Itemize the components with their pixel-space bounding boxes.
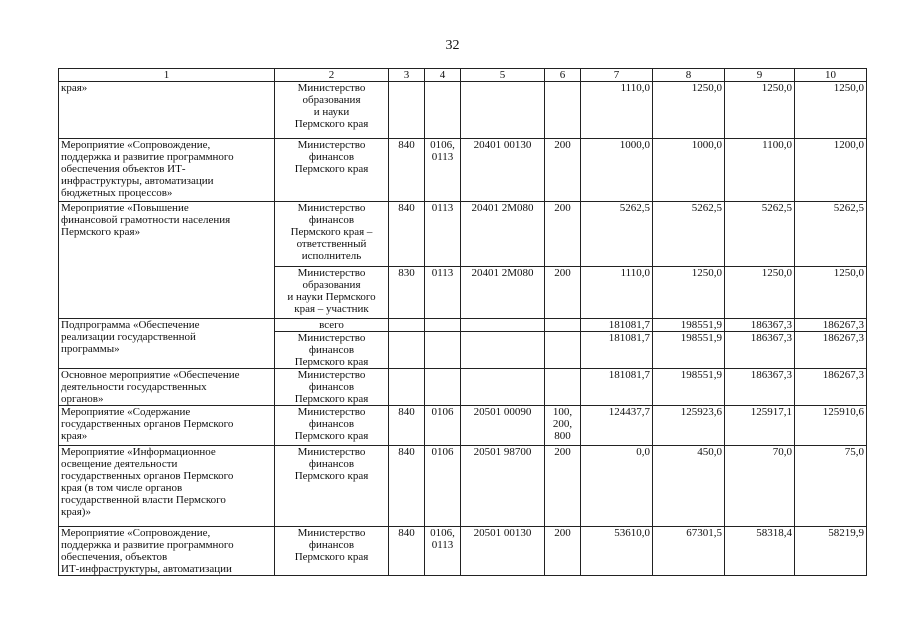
table-header-row xyxy=(59,69,867,82)
budget-table xyxy=(58,68,867,576)
value-col10: 5262,5 xyxy=(795,202,867,267)
table-row xyxy=(59,527,867,576)
ministry-code: 840 xyxy=(389,527,425,576)
value-col10: 1250,0 xyxy=(795,82,867,139)
expense-type: 100, 200, 800 xyxy=(545,406,581,446)
page-number: 32 xyxy=(445,38,460,53)
ministry-code xyxy=(389,82,425,139)
value-col8: 198551,9 xyxy=(653,369,725,406)
ministry-code: 840 xyxy=(389,446,425,527)
table-row xyxy=(59,406,867,446)
ministry-code xyxy=(389,332,425,369)
value-col9: 125917,1 xyxy=(725,406,795,446)
value-col10: 125910,6 xyxy=(795,406,867,446)
activity-name: Основное мероприятие «Обеспечение деятельности государственных органов» xyxy=(59,369,275,406)
value-col7: 1110,0 xyxy=(581,267,653,319)
article-code xyxy=(461,369,545,406)
article-code: 20501 98700 xyxy=(461,446,545,527)
value-col10: 1250,0 xyxy=(795,267,867,319)
section-code xyxy=(425,82,461,139)
responsible-body: Министерство финансов Пермского края xyxy=(275,332,389,369)
article-code: 20401 00130 xyxy=(461,139,545,202)
column-header: 9 xyxy=(725,69,795,82)
value-col7: 181081,7 xyxy=(581,332,653,369)
table-row xyxy=(59,369,867,406)
expense-type xyxy=(545,319,581,332)
table-row xyxy=(59,319,867,332)
activity-name: Мероприятие «Повышение финансовой грамотности населения Пермского края» xyxy=(59,202,275,319)
responsible-body: Министерство финансов Пермского края xyxy=(275,446,389,527)
section-code: 0106 xyxy=(425,446,461,527)
value-col7: 124437,7 xyxy=(581,406,653,446)
table-row xyxy=(59,202,867,267)
responsible-body: Министерство финансов Пермского края – ответственный исполнитель xyxy=(275,202,389,267)
value-col10: 58219,9 xyxy=(795,527,867,576)
section-code: 0113 xyxy=(425,267,461,319)
expense-type: 200 xyxy=(545,446,581,527)
value-col10: 186267,3 xyxy=(795,369,867,406)
table-row xyxy=(59,82,867,139)
section-code: 0106, 0113 xyxy=(425,527,461,576)
value-col9: 70,0 xyxy=(725,446,795,527)
ministry-code xyxy=(389,369,425,406)
responsible-body: Министерство финансов Пермского края xyxy=(275,139,389,202)
article-code xyxy=(461,319,545,332)
value-col8: 1000,0 xyxy=(653,139,725,202)
value-col10: 75,0 xyxy=(795,446,867,527)
column-header: 2 xyxy=(275,69,389,82)
value-col7: 53610,0 xyxy=(581,527,653,576)
value-col9: 58318,4 xyxy=(725,527,795,576)
article-code: 20401 2М080 xyxy=(461,202,545,267)
column-header: 4 xyxy=(425,69,461,82)
table-body xyxy=(59,82,867,576)
value-col10: 186267,3 xyxy=(795,332,867,369)
value-col10: 1200,0 xyxy=(795,139,867,202)
section-code: 0106, 0113 xyxy=(425,139,461,202)
value-col7: 181081,7 xyxy=(581,369,653,406)
column-header: 6 xyxy=(545,69,581,82)
activity-name: Подпрограмма «Обеспечение реализации государственной программы» xyxy=(59,319,275,369)
section-code xyxy=(425,369,461,406)
value-col8: 198551,9 xyxy=(653,319,725,332)
section-code: 0106 xyxy=(425,406,461,446)
value-col7: 1000,0 xyxy=(581,139,653,202)
activity-name: Мероприятие «Сопровождение, поддержка и развитие программного обеспечения объектов ИТ- инфраструктуры, автоматизации бюджетных процессов» xyxy=(59,139,275,202)
value-col8: 1250,0 xyxy=(653,267,725,319)
ministry-code: 840 xyxy=(389,406,425,446)
expense-type xyxy=(545,332,581,369)
value-col8: 125923,6 xyxy=(653,406,725,446)
responsible-body: Министерство финансов Пермского края xyxy=(275,406,389,446)
responsible-body: всего xyxy=(275,319,389,332)
ministry-code: 830 xyxy=(389,267,425,319)
value-col7: 0,0 xyxy=(581,446,653,527)
column-header: 7 xyxy=(581,69,653,82)
responsible-body: Министерство образования и науки Пермского края – участник xyxy=(275,267,389,319)
column-header: 8 xyxy=(653,69,725,82)
responsible-body: Министерство финансов Пермского края xyxy=(275,369,389,406)
responsible-body: Министерство образования и науки Пермского края xyxy=(275,82,389,139)
ministry-code xyxy=(389,319,425,332)
article-code: 20501 00090 xyxy=(461,406,545,446)
article-code: 20501 00130 xyxy=(461,527,545,576)
value-col8: 5262,5 xyxy=(653,202,725,267)
table-row xyxy=(59,139,867,202)
table-row xyxy=(59,446,867,527)
article-code xyxy=(461,82,545,139)
expense-type xyxy=(545,82,581,139)
activity-name: края» xyxy=(59,82,275,139)
section-code: 0113 xyxy=(425,202,461,267)
section-code xyxy=(425,319,461,332)
ministry-code: 840 xyxy=(389,139,425,202)
column-header: 3 xyxy=(389,69,425,82)
value-col7: 5262,5 xyxy=(581,202,653,267)
value-col9: 1250,0 xyxy=(725,267,795,319)
expense-type: 200 xyxy=(545,202,581,267)
article-code: 20401 2М080 xyxy=(461,267,545,319)
value-col7: 1110,0 xyxy=(581,82,653,139)
ministry-code: 840 xyxy=(389,202,425,267)
value-col9: 1100,0 xyxy=(725,139,795,202)
expense-type: 200 xyxy=(545,527,581,576)
value-col10: 186267,3 xyxy=(795,319,867,332)
value-col9: 186367,3 xyxy=(725,319,795,332)
activity-name: Мероприятие «Информационное освещение деятельности государственных органов Пермского края (в том числе органов государственной власти Пермского края)» xyxy=(59,446,275,527)
value-col8: 67301,5 xyxy=(653,527,725,576)
value-col7: 181081,7 xyxy=(581,319,653,332)
article-code xyxy=(461,332,545,369)
value-col9: 186367,3 xyxy=(725,369,795,406)
value-col8: 450,0 xyxy=(653,446,725,527)
column-header: 5 xyxy=(461,69,545,82)
responsible-body: Министерство финансов Пермского края xyxy=(275,527,389,576)
value-col8: 1250,0 xyxy=(653,82,725,139)
expense-type: 200 xyxy=(545,139,581,202)
activity-name: Мероприятие «Содержание государственных органов Пермского края» xyxy=(59,406,275,446)
column-header: 10 xyxy=(795,69,867,82)
column-header: 1 xyxy=(59,69,275,82)
expense-type: 200 xyxy=(545,267,581,319)
section-code xyxy=(425,332,461,369)
expense-type xyxy=(545,369,581,406)
value-col9: 186367,3 xyxy=(725,332,795,369)
value-col8: 198551,9 xyxy=(653,332,725,369)
activity-name: Мероприятие «Сопровождение, поддержка и развитие программного обеспечения, объектов ИТ-инфраструктуры, автоматизации xyxy=(59,527,275,576)
value-col9: 1250,0 xyxy=(725,82,795,139)
value-col9: 5262,5 xyxy=(725,202,795,267)
